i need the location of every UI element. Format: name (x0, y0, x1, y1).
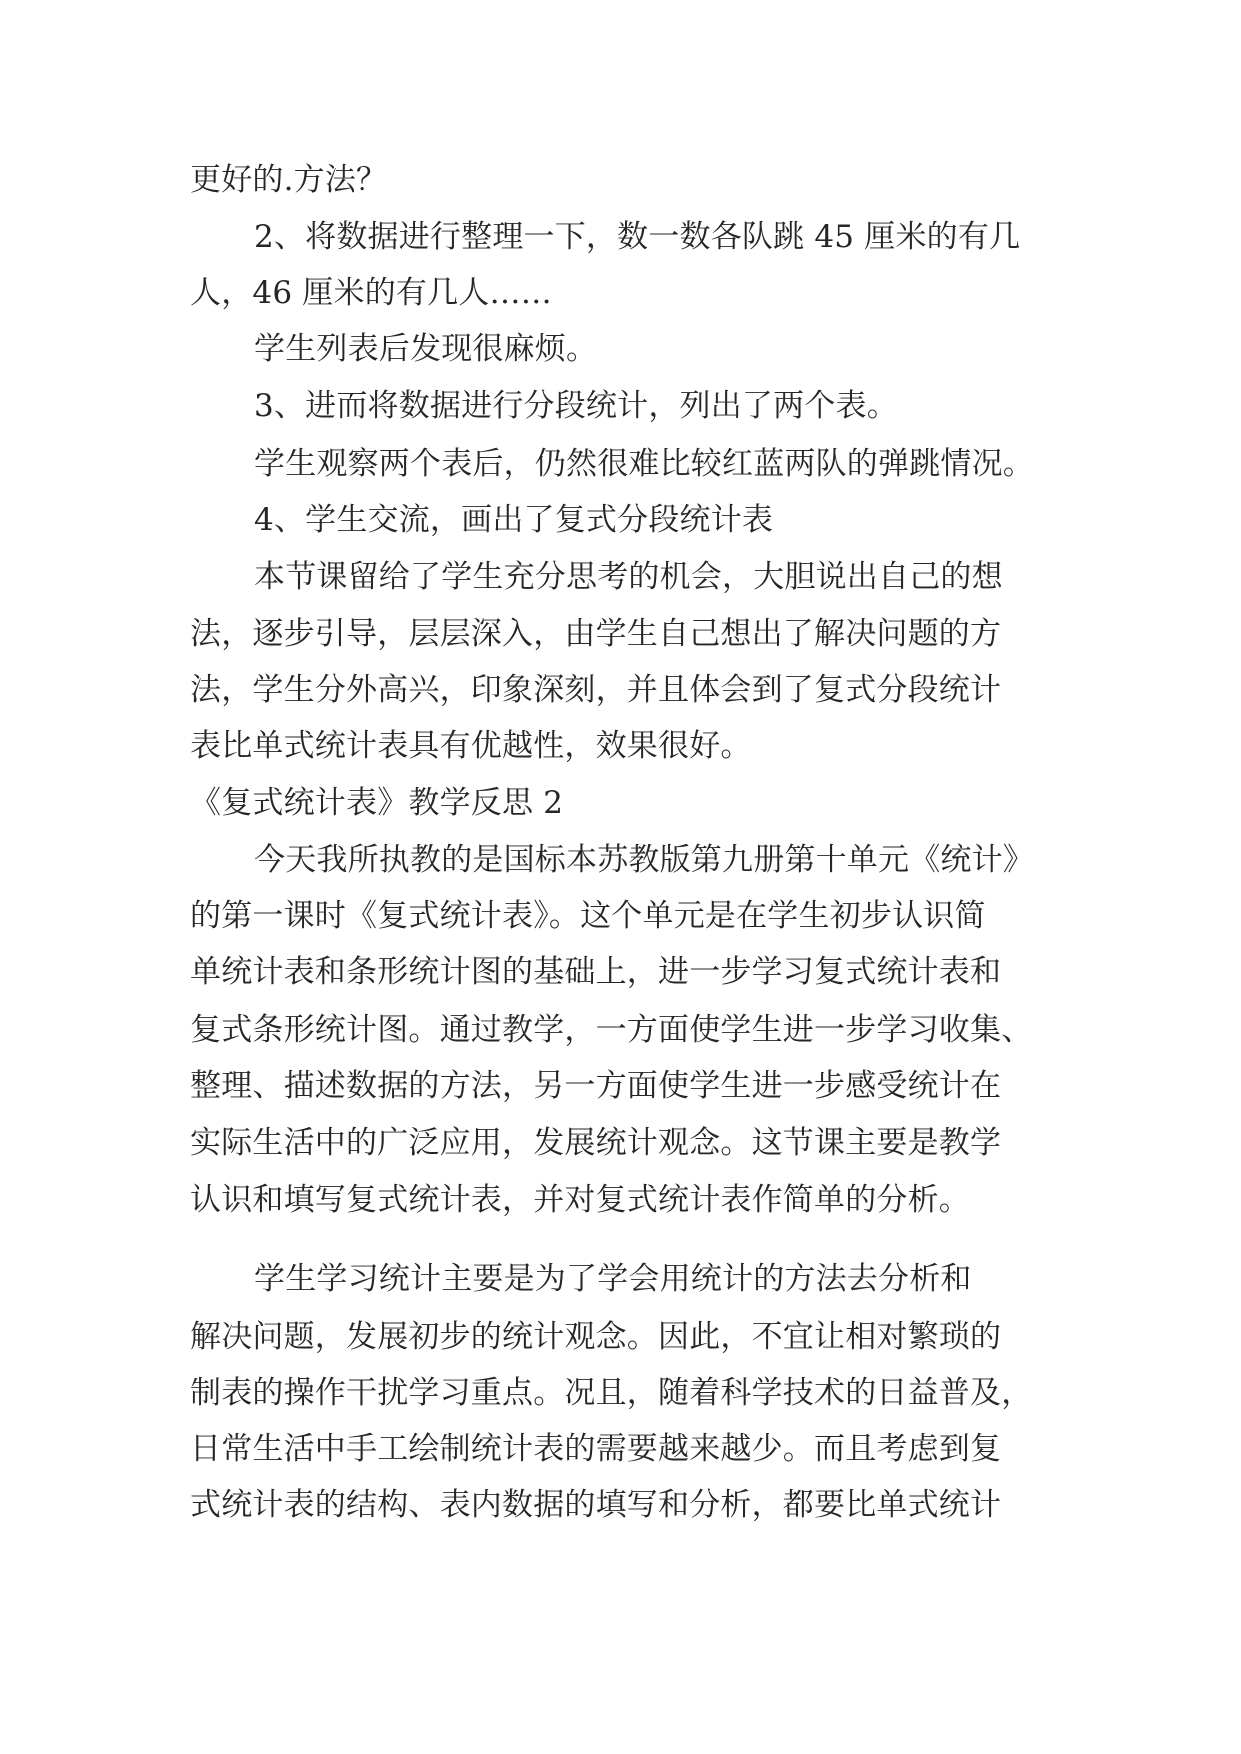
text-line: 本节课留给了学生充分思考的机会，大胆说出自己的想 (254, 559, 1003, 595)
text-line: 4、学生交流，画出了复式分段统计表 (254, 502, 774, 538)
text-line: 法，学生分外高兴，印象深刻，并且体会到了复式分段统计 (190, 672, 1002, 708)
text-line: 解决问题，发展初步的统计观念。因此，不宜让相对繁琐的 (190, 1319, 1002, 1355)
text-line: 表比单式统计表具有优越性，效果很好。 (190, 728, 752, 764)
text-line: 更好的.方法？ (190, 162, 388, 198)
text-line: 复式条形统计图。通过教学，一方面使学生进一步学习收集、 (190, 1012, 1033, 1048)
text-line: 3、进而将数据进行分段统计，列出了两个表。 (254, 388, 898, 424)
text-line: 日常生活中手工绘制统计表的需要越来越少。而且考虑到复 (190, 1431, 1002, 1467)
text-line: 整理、描述数据的方法，另一方面使学生进一步感受统计在 (190, 1068, 1002, 1104)
text-line: 单统计表和条形统计图的基础上，进一步学习复式统计表和 (190, 954, 1002, 990)
text-line: 学生观察两个表后，仍然很难比较红蓝两队的弹跳情况。 (254, 446, 1034, 482)
text-line: 的第一课时《复式统计表》。这个单元是在学生初步认识简 (190, 898, 986, 934)
text-line: 式统计表的结构、表内数据的填写和分析，都要比单式统计 (190, 1487, 1002, 1523)
section-heading: 《复式统计表》教学反思 2 (190, 785, 564, 821)
text-line: 制表的操作干扰学习重点。况且，随着科学技术的日益普及， (190, 1375, 1033, 1411)
text-line: 学生列表后发现很麻烦。 (254, 331, 598, 367)
text-line: 今天我所执教的是国标本苏教版第九册第十单元《统计》 (254, 842, 1034, 878)
text-line: 认识和填写复式统计表，并对复式统计表作简单的分析。 (190, 1182, 970, 1218)
text-line: 2、将数据进行整理一下，数一数各队跳 45 厘米的有几 (254, 219, 1021, 255)
text-line: 实际生活中的广泛应用，发展统计观念。这节课主要是教学 (190, 1125, 1002, 1161)
text-line: 人，46 厘米的有几人…… (190, 275, 552, 311)
text-line: 学生学习统计主要是为了学会用统计的方法去分析和 (254, 1261, 972, 1297)
text-line: 法，逐步引导，层层深入，由学生自己想出了解决问题的方 (190, 616, 1002, 652)
